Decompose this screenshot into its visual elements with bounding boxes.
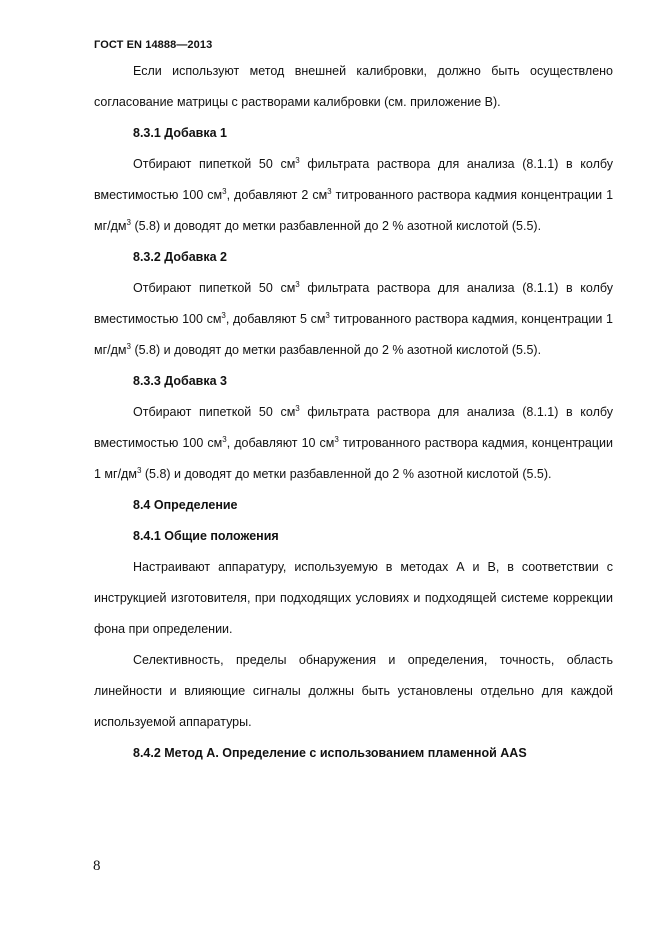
page-number: 8: [93, 858, 101, 874]
text-segment: титрованного раствора кадмия концентрации 1 мг/дм: [94, 188, 614, 233]
document-body: [94, 56, 613, 769]
section-8-3-1-heading: 8.3.1 Добавка 1: [133, 126, 227, 140]
superscript: 3: [222, 435, 227, 444]
text-segment: титрованного раствора кадмия, концентрации 1 мг/дм: [94, 436, 614, 481]
superscript: 3: [221, 311, 226, 320]
section-8-3-1-paragraph: [94, 149, 613, 242]
text-segment: Отбирают пипеткой 50 см: [133, 405, 296, 419]
text-segment: (5.8) и доводят до метки разбавленной до 2 % азотной кислотой (5.5).: [130, 219, 542, 233]
section-8-4-1-paragraph-1: Настраивают аппаратуру, используемую в методах А и В, в соответствии с инструкцией изготовителя, при подходящих условиях и подходящей системе коррекции фона при определении.: [94, 560, 613, 636]
text-segment: фильтрата раствора для анализа (8.1.1) в колбу вместимостью 100 см: [94, 281, 614, 326]
text-segment: титрованного раствора кадмия, концентрации 1 мг/дм: [94, 312, 614, 357]
section-8-4-2-heading: 8.4.2 Метод А. Определение с использованием пламенной AAS: [133, 746, 527, 760]
section-8-4-1-heading: 8.4.1 Общие положения: [133, 529, 279, 543]
section-8-3-2-heading: 8.3.2 Добавка 2: [133, 250, 227, 264]
text-segment: фильтрата раствора для анализа (8.1.1) в колбу вместимостью 100 см: [94, 157, 614, 202]
section-8-3-3-heading: 8.3.3 Добавка 3: [133, 374, 227, 388]
text-segment: (5.8) и доводят до метки разбавленной до 2 % азотной кислотой (5.5).: [130, 343, 542, 357]
text-segment: Отбирают пипеткой 50 см: [133, 281, 296, 295]
superscript: 3: [327, 187, 332, 196]
text-segment: Отбирают пипеткой 50 см: [133, 157, 296, 171]
superscript: 3: [222, 187, 227, 196]
document-code-header: ГОСТ EN 14888—2013: [94, 39, 213, 51]
section-8-4-1-paragraph-2: Селективность, пределы обнаружения и определения, точность, область линейности и влияющие сигналы должны быть установлены отдельно для каждой используемой аппаратуры.: [94, 653, 613, 729]
text-segment: , добавляют 5 см: [225, 312, 326, 326]
superscript: 3: [136, 466, 142, 475]
superscript: 3: [295, 156, 300, 165]
section-8-3-3-paragraph: [94, 397, 613, 490]
text-segment: , добавляют 2 см: [226, 188, 328, 202]
text-segment: , добавляют 10 см: [226, 436, 335, 450]
superscript: 3: [295, 404, 300, 413]
section-8-4-heading: 8.4 Определение: [133, 498, 238, 512]
superscript: 3: [325, 311, 330, 320]
text-segment: (5.8) и доводят до метки разбавленной до 2 % азотной кислотой (5.5).: [141, 467, 552, 481]
superscript: 3: [334, 435, 339, 444]
text-segment: фильтрата раствора для анализа (8.1.1) в колбу вместимостью 100 см: [94, 405, 614, 450]
superscript: 3: [295, 280, 300, 289]
superscript: 3: [126, 218, 131, 227]
superscript: 3: [126, 342, 131, 351]
section-8-3-2-paragraph: [94, 273, 613, 366]
intro-paragraph: Если используют метод внешней калибровки, должно быть осуществлено согласование матрицы с растворами калибровки (см. приложение В).: [94, 64, 613, 109]
